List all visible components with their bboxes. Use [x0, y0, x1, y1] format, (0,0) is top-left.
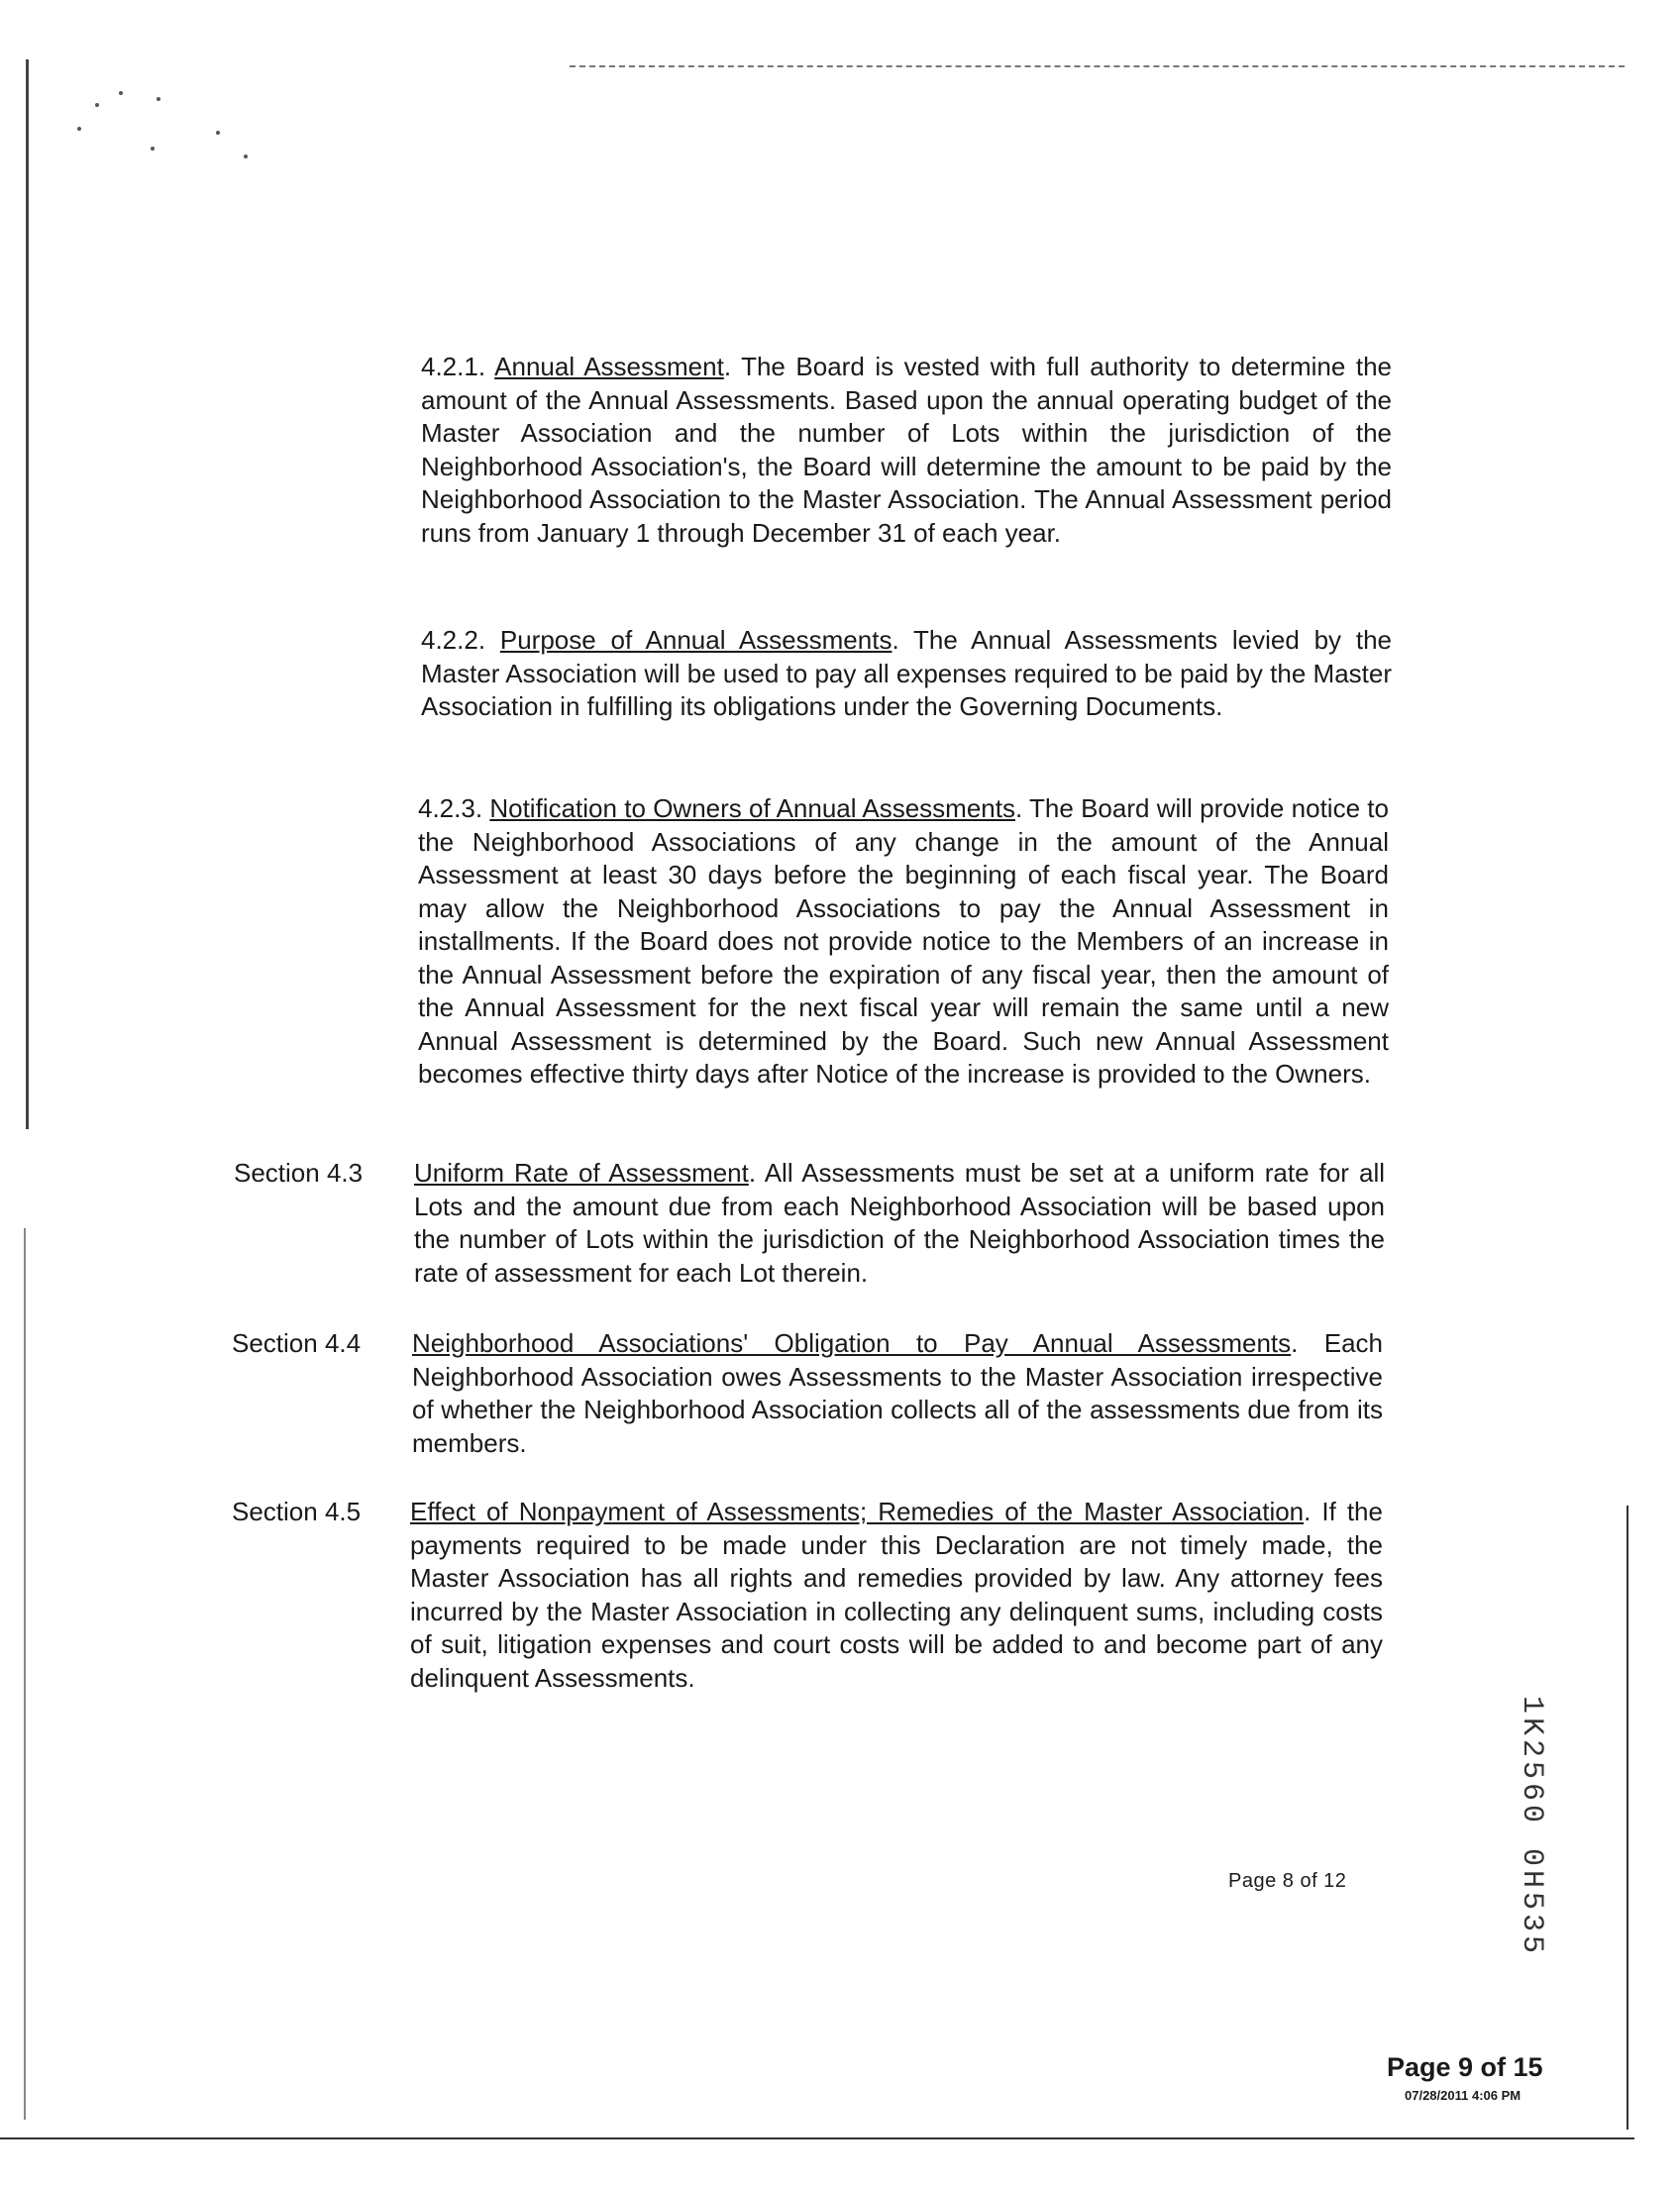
- scan-speck: [119, 91, 123, 95]
- inner-page-number: Page 8 of 12: [1228, 1870, 1347, 1892]
- scan-edge-right: [1627, 1506, 1628, 2130]
- section-number: 4.2.3.: [418, 793, 483, 823]
- fax-timestamp: 07/28/2011 4:06 PM: [1405, 2088, 1522, 2103]
- section-body: If the payments required to be made under this Declaration are not timely made, the Master Association has all rights and remedies provided by law. Any attorney fees incurred by the Master Association in collecting any delinquent sums, including costs of suit, litigation expenses and court costs will be added to and become part of any delinquent Assessments.: [410, 1497, 1383, 1693]
- section-heading: Notification to Owners of Annual Assessments: [489, 793, 1015, 823]
- scan-speck: [216, 131, 220, 135]
- section-label-4-3: Section 4.3: [234, 1158, 364, 1188]
- section-heading: Annual Assessment: [494, 352, 724, 381]
- recording-stamp: 1K2560 0H535: [1515, 1696, 1548, 1958]
- section-number: 4.2.1.: [421, 352, 486, 381]
- section-label-4-4: Section 4.4: [232, 1328, 362, 1358]
- scan-edge-left: [26, 59, 29, 1129]
- section-heading: Purpose of Annual Assessments: [499, 625, 892, 655]
- section-number: 4.2.2.: [421, 625, 486, 655]
- scan-speck: [95, 103, 99, 107]
- scan-speck: [151, 147, 155, 151]
- section-heading: Effect of Nonpayment of Assessments; Remedies of the Master Association: [410, 1497, 1305, 1526]
- section-body: Each Neighborhood Association owes Assessments to the Master Association irrespective of whether the Neighborhood Association collects all of the assessments due from its members.: [412, 1328, 1384, 1458]
- section-heading: Uniform Rate of Assessment: [414, 1158, 749, 1188]
- paragraph-4-2-1: 4.2.1. Annual Assessment. The Board is vested with full authority to determine the amount of the Annual Assessments. Based upon the annual operating budget of the Master Association and the number of Lots within the jurisdiction of the Neighborhood Association's, the Board will determine the amount to be paid by the Neighborhood Association to the Master Association. The Annual Assessment period runs from January 1 through December 31 of each year.: [421, 352, 1392, 548]
- section-body: The Board will provide notice to the Neighborhood Associations of any change in the amount of the Annual Assessment at least 30 days before the beginning of each fiscal year. The Board may allow the Neighborhood Associations to pay the Annual Assessment in installments. If the Board does not provide notice to the Members of an increase in the Annual Assessment before the expiration of any fiscal year, then the amount of the Annual Assessment for the next fiscal year will remain the same until a new Annual Assessment is determined by the Board. Such new Annual Assessment becomes effective thirty days after Notice of the increase is provided to the Owners.: [418, 793, 1389, 1089]
- scan-edge-left-lower: [24, 1228, 26, 2120]
- scan-top-line: [570, 65, 1625, 67]
- section-heading: Neighborhood Associations' Obligation to Pay Annual Assessments: [412, 1328, 1292, 1358]
- scan-speck: [77, 127, 81, 131]
- scan-speck: [244, 155, 248, 158]
- outer-page-number: Page 9 of 15: [1387, 2052, 1543, 2082]
- scan-speck: [157, 97, 160, 101]
- paragraph-4-5: Effect of Nonpayment of Assessments; Remedies of the Master Association. If the payments required to be made under this Declaration are not timely made, the Master Association has all rights and remedies provided by law. Any attorney fees incurred by the Master Association in collecting any delinquent sums, including costs of suit, litigation expenses and court costs will be added to and become part of any delinquent Assessments.: [410, 1497, 1383, 1693]
- section-body: The Board is vested with full authority to determine the amount of the Annual Assessments. Based upon the annual operating budget of the Master Association and the number of Lots within the jurisdiction of the Neighborhood Association's, the Board will determine the amount to be paid by the Neighborhood Association to the Master Association. The Annual Assessment period runs from January 1 through December 31 of each year.: [421, 352, 1392, 548]
- section-body: The Annual Assessments levied by the Master Association will be used to pay all expenses required to be paid by the Master Association in fulfilling its obligations under the Governing Documents.: [421, 625, 1392, 721]
- paragraph-4-2-3: 4.2.3. Notification to Owners of Annual Assessments. The Board will provide notice to the Neighborhood Associations of any change in the amount of the Annual Assessment at least 30 days before the beginning of each fiscal year. The Board may allow the Neighborhood Associations to pay the Annual Assessment in installments. If the Board does not provide notice to the Members of an increase in the Annual Assessment before the expiration of any fiscal year, then the amount of the Annual Assessment for the next fiscal year will remain the same until a new Annual Assessment is determined by the Board. Such new Annual Assessment becomes effective thirty days after Notice of the increase is provided to the Owners.: [418, 793, 1389, 1089]
- scan-bottom-line: [0, 2137, 1634, 2139]
- paragraph-4-3: Uniform Rate of Assessment. All Assessments must be set at a uniform rate for all Lots and the amount due from each Neighborhood Association will be based upon the number of Lots within the jurisdiction of the Neighborhood Association times the rate of assessment for each Lot therein.: [414, 1158, 1385, 1288]
- section-label-4-5: Section 4.5: [232, 1497, 362, 1526]
- paragraph-4-2-2: 4.2.2. Purpose of Annual Assessments. The Annual Assessments levied by the Master Association will be used to pay all expenses required to be paid by the Master Association in fulfilling its obligations under the Governing Documents.: [421, 625, 1392, 721]
- section-body: All Assessments must be set at a uniform rate for all Lots and the amount due from each Neighborhood Association will be based upon the number of Lots within the jurisdiction of the Neighborhood Association times the rate of assessment for each Lot therein.: [414, 1158, 1385, 1288]
- paragraph-4-4: Neighborhood Associations' Obligation to Pay Annual Assessments. Each Neighborhood Association owes Assessments to the Master Association irrespective of whether the Neighborhood Association collects all of the assessments due from its members.: [412, 1328, 1384, 1458]
